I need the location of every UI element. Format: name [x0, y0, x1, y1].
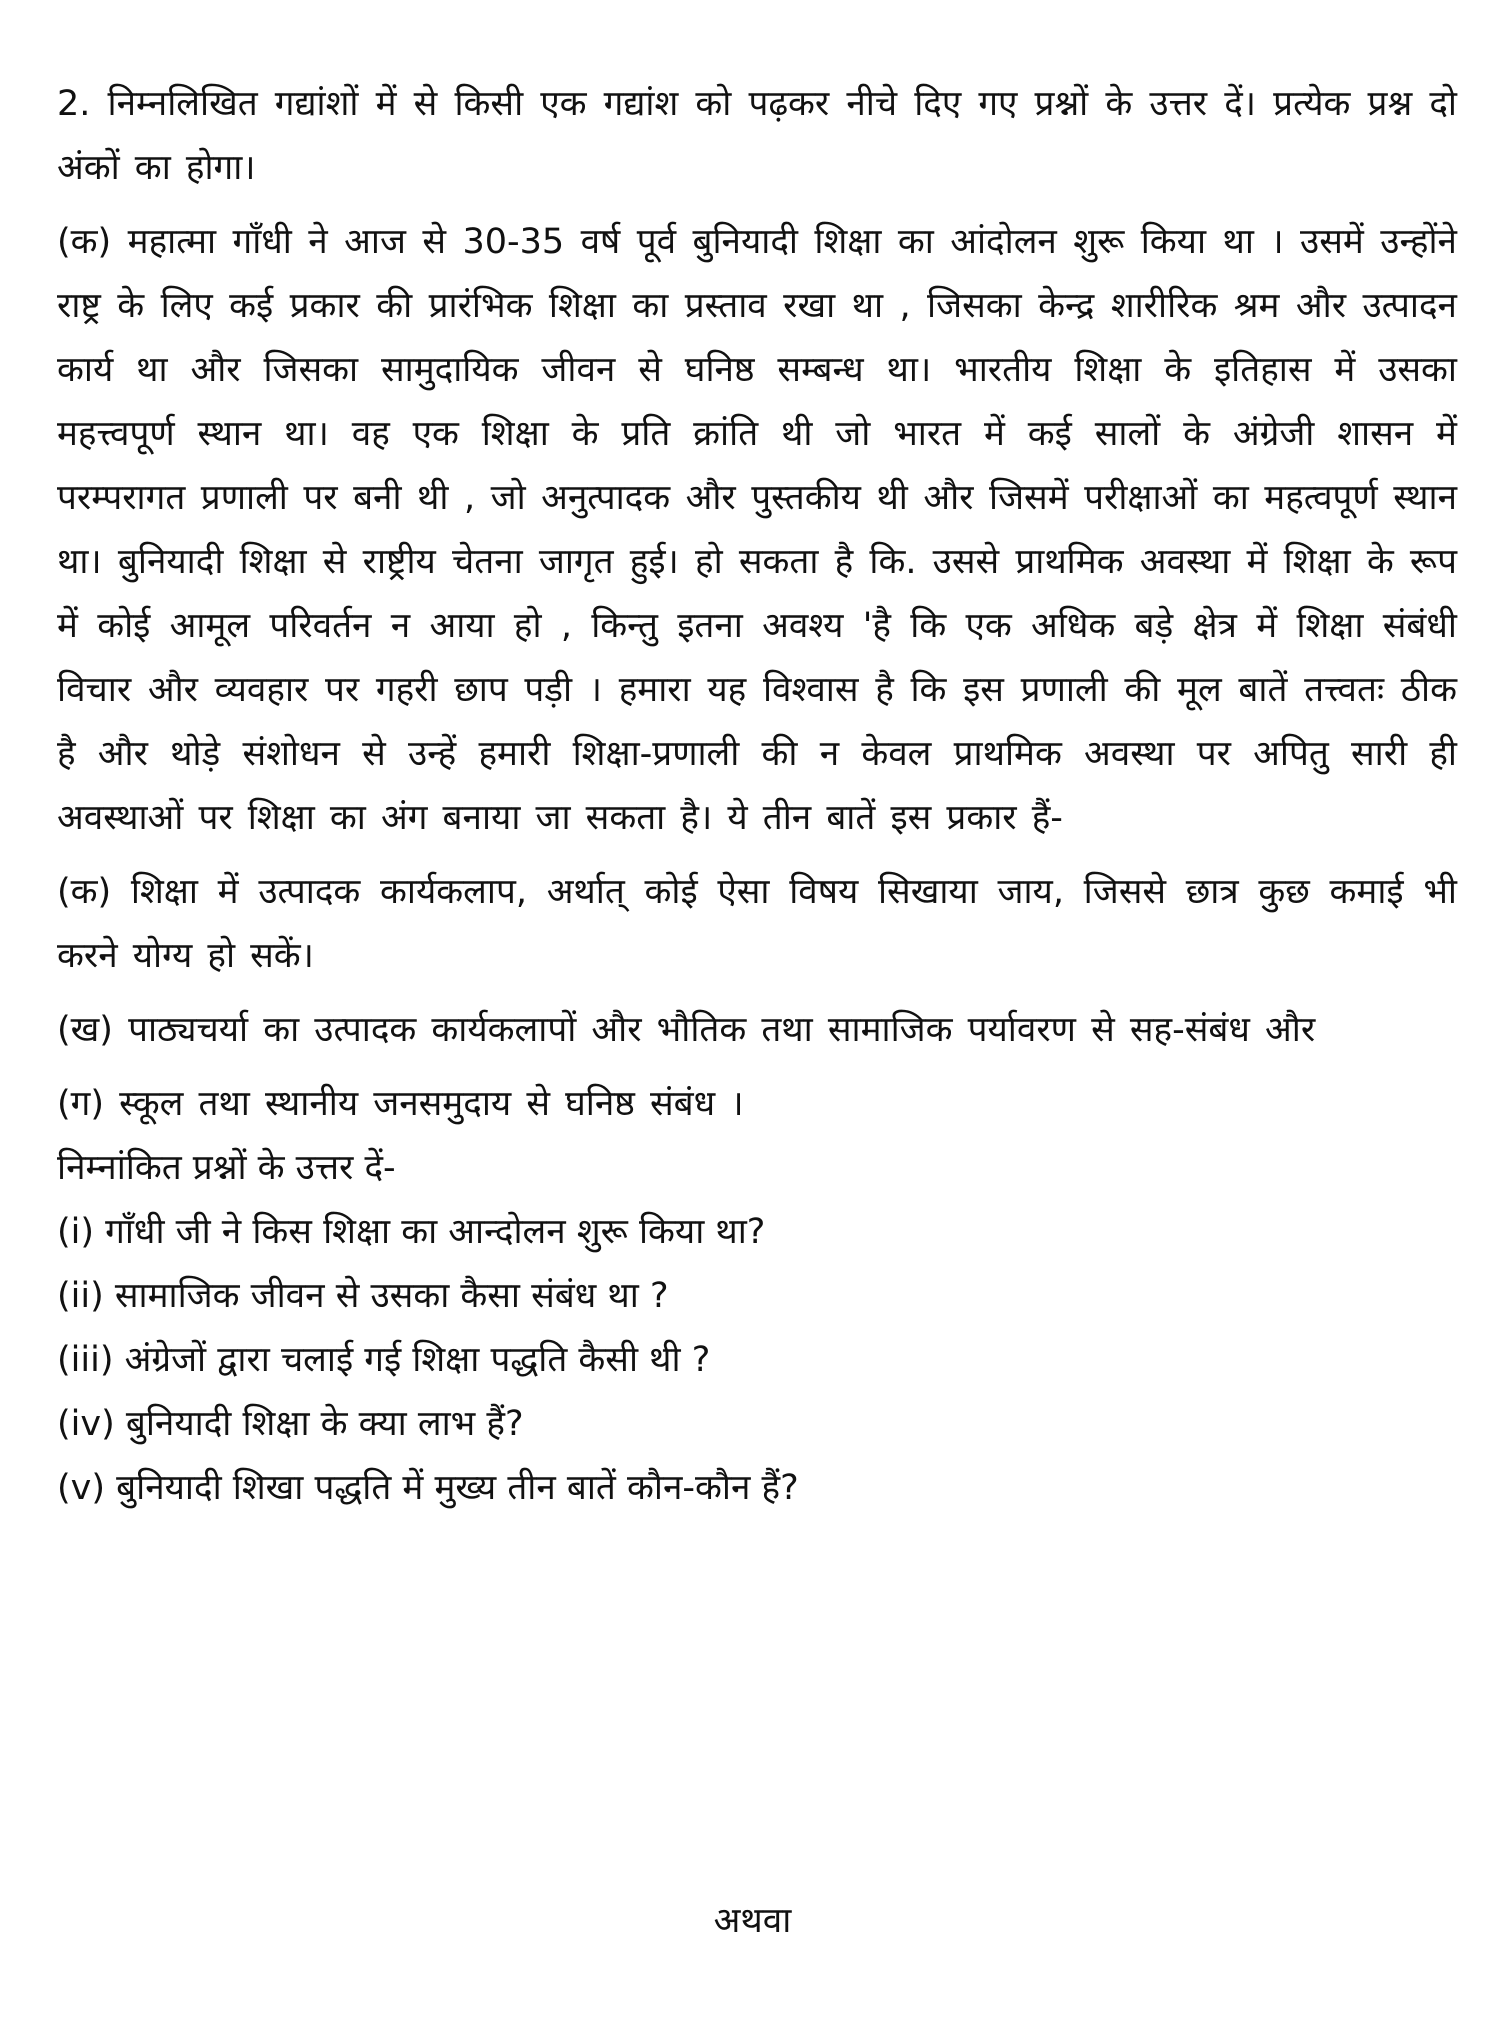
point-ka: (क) शिक्षा में उत्पादक कार्यकलाप, अर्थात् कोई ऐसा विषय सिखाया जाय, जिससे छात्र कुछ कमाई भी करने योग्य हो सकें।: [57, 872, 1457, 976]
sub-question-3: (iii) अंग्रेजों द्वारा चलाई गई शिक्षा पद्धति कैसी थी ?: [57, 1340, 711, 1380]
question-heading: 2. निम्नलिखित गद्यांशों में से किसी एक गद्यांश को पढ़कर नीचे दिए गए प्रश्नों के उत्तर दें। प्रत्येक प्रश्न दो अंकों का होगा।: [57, 84, 1457, 188]
sub-question-1: (i) गाँधी जी ने किस शिक्षा का आन्दोलन शुरू किया था?: [57, 1212, 766, 1252]
instructions: निम्नांकित प्रश्नों के उत्तर दें-: [57, 1148, 396, 1188]
point-kha: (ख) पाठ्यचर्या का उत्पादक कार्यकलापों और भौतिक तथा सामाजिक पर्यावरण से सह-संबंध और: [57, 1010, 1316, 1050]
sub-question-5: (v) बुनियादी शिखा पद्धति में मुख्य तीन बातें कौन-कौन हैं?: [57, 1468, 799, 1508]
question-page: [57, 72, 1457, 1520]
point-ga: (ग) स्कूल तथा स्थानीय जनसमुदाय से घनिष्ठ संबंध ।: [57, 1084, 744, 1124]
passage-text: महात्मा गाँधी ने आज से 30-35 वर्ष पूर्व बुनियादी शिक्षा का आंदोलन शुरू किया था । उसमें उन्होंने राष्ट्र के लिए कई प्रकार की प्रारंभिक शिक्षा का प्रस्ताव रखा था , जिसका केन्द्र शारीरिक श्रम और उत्पादन कार्य था और जिसका सामुदायिक जीवन से घनिष्ठ सम्बन्ध था। भारतीय शिक्षा के इतिहास में उसका महत्त्वपूर्ण स्थान था। वह एक शिक्षा के प्रति क्रांति थी जो भारत में कई सालों के अंग्रेजी शासन में परम्परागत प्रणाली पर बनी थी , जो अनुत्पादक और पुस्तकीय थी और जिसमें परीक्षाओं का महत्वपूर्ण स्थान था। बुनियादी शिक्षा से राष्ट्रीय चेतना जागृत हुई। हो सकता है कि. उससे प्राथमिक अवस्था में शिक्षा के रूप में कोई आमूल परिवर्तन न आया हो , किन्तु इतना अवश्य 'है कि एक अधिक बड़े क्षेत्र में शिक्षा संबंधी विचार और व्यवहार पर गहरी छाप पड़ी । हमारा यह विश्वास है कि इस प्रणाली की मूल बातें तत्त्वतः ठीक है और थोड़े संशोधन से उन्हें हमारी शिक्षा-प्रणाली की न केवल प्राथमिक अवस्था पर अपितु सारी ही अवस्थाओं पर शिक्षा का अंग बनाया जा सकता है। ये तीन बातें इस प्रकार हैं-: [57, 222, 1457, 838]
sub-question-2: (ii) सामाजिक जीवन से उसका कैसा संबंध था ?: [57, 1276, 669, 1316]
sub-question-4: (iv) बुनियादी शिक्षा के क्या लाभ हैं?: [57, 1404, 524, 1444]
passage-paragraph: [57, 210, 1457, 850]
or-separator: अथवा: [713, 1901, 792, 1941]
passage-label: (क): [57, 222, 112, 262]
